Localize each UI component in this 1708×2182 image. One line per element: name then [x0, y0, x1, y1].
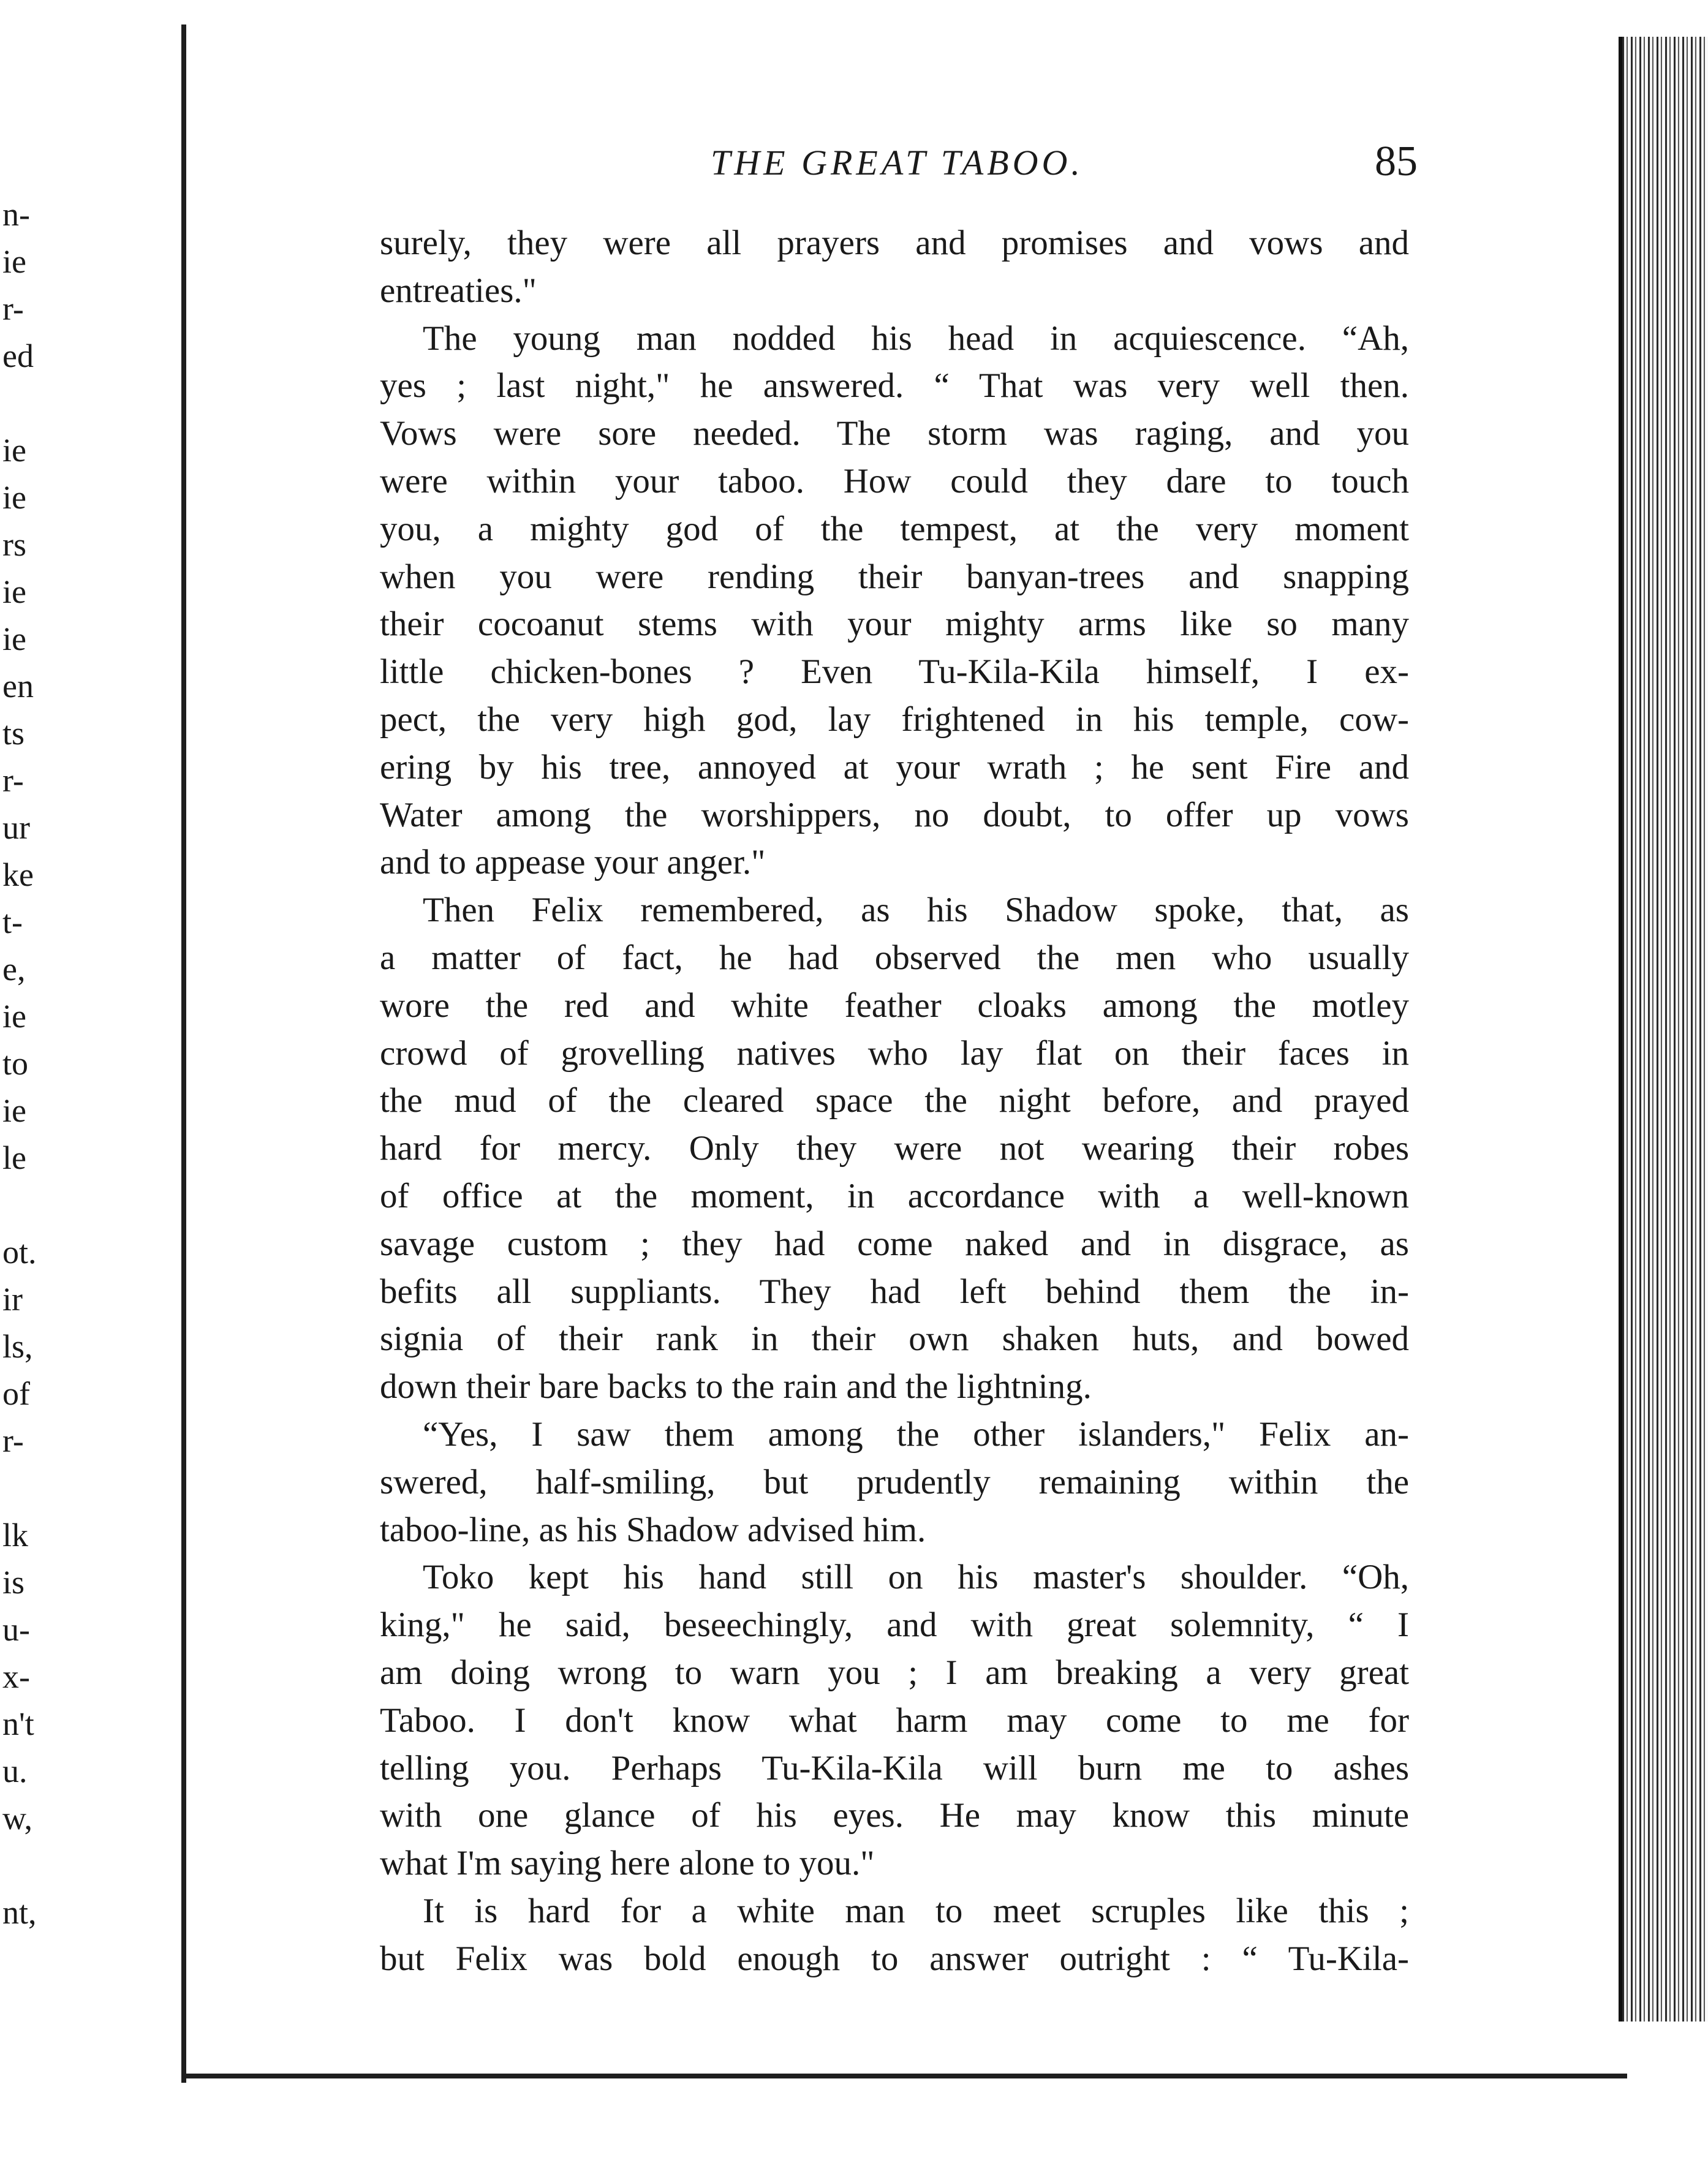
- left-fragment: ot.: [2, 1234, 37, 1270]
- left-fragment: ed: [2, 338, 34, 374]
- text-line: “Yes, I saw them among the other islanders," Felix an-: [423, 1414, 1409, 1454]
- text-line: ering by his tree, annoyed at your wrath ; he sent Fire and: [380, 747, 1409, 787]
- left-fragment: n't: [2, 1705, 34, 1742]
- text-line: king," he said, beseechingly, and with great solemnity, “ I: [380, 1606, 1409, 1645]
- left-fragment: w,: [2, 1800, 32, 1837]
- text-line: hard for mercy. Only they were not wearing their robes: [380, 1129, 1409, 1168]
- left-fragment: ur: [2, 809, 30, 846]
- text-line: It is hard for a white man to meet scruples like this ;: [423, 1891, 1409, 1930]
- left-fragment: ie: [2, 432, 26, 469]
- text-line: savage custom ; they had come naked and in disgrace, as: [380, 1224, 1409, 1263]
- text-line: crowd of grovelling natives who lay flat on their faces in: [380, 1033, 1409, 1073]
- left-fragment: ts: [2, 715, 25, 752]
- page-gutter-line: [181, 25, 186, 2083]
- text-line: signia of their rank in their own shaken huts, and bowed: [380, 1319, 1409, 1359]
- left-fragment: e,: [2, 951, 26, 987]
- left-fragment: rs: [2, 526, 26, 563]
- text-line: what I'm saying here alone to you.": [380, 1844, 875, 1883]
- left-fragment: ie: [2, 1092, 26, 1129]
- text-line: with one glance of his eyes. He may know this minute: [380, 1796, 1409, 1835]
- text-line: yes ; last night," he answered. “ That was very well then.: [380, 366, 1409, 406]
- left-fragment: ie: [2, 573, 26, 610]
- left-fragment: n-: [2, 196, 30, 233]
- text-line: down their bare backs to the rain and the lightning.: [380, 1367, 1092, 1406]
- text-line: a matter of fact, he had observed the men who usually: [380, 938, 1409, 977]
- left-fragment: r-: [2, 1422, 24, 1459]
- left-fragment: le: [2, 1139, 26, 1176]
- left-fragment: ie: [2, 998, 26, 1035]
- left-fragment: to: [2, 1045, 29, 1082]
- text-line: and to appease your anger.": [380, 843, 766, 882]
- page-bottom-edge: [181, 2074, 1627, 2078]
- text-line: Toko kept his hand still on his master's shoulder. “Oh,: [423, 1558, 1409, 1597]
- text-line: am doing wrong to warn you ; I am breaking a very great: [380, 1653, 1409, 1692]
- page-number: 85: [1375, 138, 1418, 185]
- text-line: befits all suppliants. They had left behind them the in-: [380, 1272, 1409, 1311]
- left-fragment: u-: [2, 1611, 30, 1648]
- left-fragment: x-: [2, 1658, 30, 1695]
- text-line: Vows were sore needed. The storm was raging, and you: [380, 414, 1409, 453]
- left-fragment: u.: [2, 1753, 28, 1789]
- book-page-edges: [1619, 37, 1708, 2022]
- text-line: telling you. Perhaps Tu-Kila-Kila will burn me to ashes: [380, 1748, 1409, 1788]
- text-line: when you were rending their banyan-trees and snapping: [380, 557, 1409, 596]
- left-fragment: ie: [2, 243, 26, 280]
- left-fragment: lk: [2, 1517, 29, 1553]
- text-line: you, a mighty god of the tempest, at the very moment: [380, 509, 1409, 548]
- text-line: wore the red and white feather cloaks among the motley: [380, 986, 1409, 1025]
- left-fragment: nt,: [2, 1894, 37, 1931]
- body-text: [380, 219, 1409, 1982]
- text-line: of office at the moment, in accordance with a well-known: [380, 1176, 1409, 1215]
- text-line: Taboo. I don't know what harm may come to me for: [380, 1701, 1409, 1740]
- text-line: Water among the worshippers, no doubt, to offer up vows: [380, 795, 1409, 834]
- text-line: the mud of the cleared space the night before, and prayed: [380, 1081, 1409, 1120]
- text-line: but Felix was bold enough to answer outright : “ Tu-Kila-: [380, 1939, 1409, 1978]
- text-line: Then Felix remembered, as his Shadow spoke, that, as: [423, 891, 1409, 930]
- text-line: their cocoanut stems with your mighty arms like so many: [380, 605, 1409, 644]
- text-line: surely, they were all prayers and promises and vows and: [380, 224, 1409, 262]
- text-line: were within your taboo. How could they dare to touch: [380, 461, 1409, 500]
- left-fragment: en: [2, 668, 34, 704]
- text-line: The young man nodded his head in acquiescence. “Ah,: [423, 319, 1409, 358]
- text-line: pect, the very high god, lay frightened in his temple, cow-: [380, 700, 1409, 739]
- left-fragment: ie: [2, 621, 26, 657]
- left-fragment: t-: [2, 904, 23, 940]
- left-fragment: ke: [2, 856, 34, 893]
- left-page-fragment-column: [0, 0, 43, 2182]
- text-line: swered, half-smiling, but prudently remaining within the: [380, 1462, 1409, 1501]
- left-fragment: of: [2, 1375, 30, 1412]
- left-fragment: ir: [2, 1281, 23, 1318]
- left-fragment: is: [2, 1564, 25, 1601]
- left-fragment: ie: [2, 479, 26, 516]
- left-fragment: r-: [2, 290, 24, 327]
- text-line: taboo-line, as his Shadow advised him.: [380, 1510, 926, 1549]
- running-head: THE GREAT TABOO.: [711, 143, 1084, 183]
- text-line: little chicken-bones ? Even Tu-Kila-Kila himself, I ex-: [380, 652, 1409, 692]
- left-fragment: r-: [2, 762, 24, 799]
- text-line: entreaties.": [380, 271, 537, 310]
- left-fragment: ls,: [2, 1328, 33, 1365]
